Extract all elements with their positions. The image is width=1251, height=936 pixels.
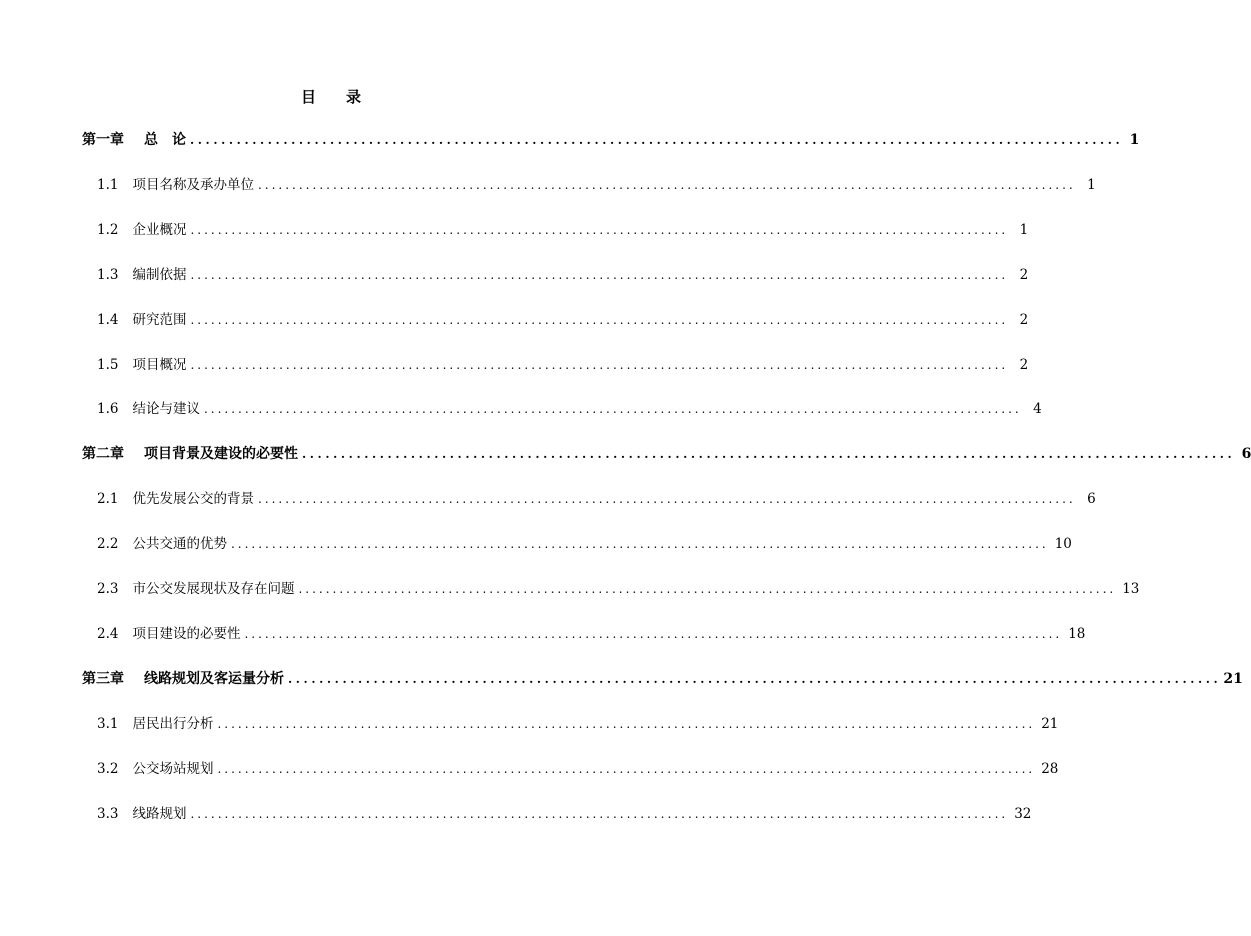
dot-leader: ........................................................................................................................ bbox=[257, 177, 1076, 192]
entry-number: 1.2 bbox=[97, 221, 119, 238]
entry-page-number: 28 bbox=[1041, 760, 1059, 777]
toc-section-entry[interactable] bbox=[97, 310, 1029, 330]
entry-title: 研究范围 bbox=[132, 311, 187, 328]
toc-section-entry[interactable] bbox=[97, 399, 1042, 419]
entry-number: 第三章 bbox=[82, 670, 124, 687]
entry-number: 1.1 bbox=[97, 176, 119, 193]
entry-page-number: 21 bbox=[1223, 670, 1243, 687]
toc-section-entry[interactable] bbox=[97, 804, 1032, 824]
entry-title: 编制依据 bbox=[132, 266, 187, 283]
toc-section-entry[interactable] bbox=[97, 355, 1029, 375]
dot-leader: ........................................................................................................................ bbox=[288, 671, 1222, 686]
entry-title: 市公交发展现状及存在问题 bbox=[132, 581, 295, 597]
dot-leader: ........................................................................................................................ bbox=[190, 133, 1124, 147]
toc-section-entry[interactable] bbox=[97, 265, 1029, 285]
entry-title: 项目概况 bbox=[132, 356, 187, 373]
entry-number: 3.3 bbox=[97, 805, 119, 822]
entry-number: 1.5 bbox=[97, 356, 119, 373]
dot-leader: ........................................................................................................................ bbox=[298, 582, 1117, 596]
entry-page-number: 1 bbox=[1129, 132, 1140, 148]
dot-leader: ........................................................................................................................ bbox=[190, 312, 1009, 327]
entry-title: 公交场站规划 bbox=[132, 760, 214, 777]
toc-title bbox=[0, 86, 662, 107]
toc-section-entry[interactable] bbox=[97, 579, 1140, 599]
entry-number: 2.2 bbox=[97, 536, 119, 553]
toc-section-entry[interactable] bbox=[97, 534, 1072, 554]
entry-page-number: 6 bbox=[1241, 446, 1251, 463]
entry-page-number: 1 bbox=[1019, 221, 1029, 238]
entry-number: 1.4 bbox=[97, 311, 119, 328]
entry-page-number: 2 bbox=[1019, 311, 1029, 328]
dot-leader: ........................................................................................................................ bbox=[302, 447, 1236, 462]
dot-leader: ........................................................................................................................ bbox=[190, 267, 1009, 282]
dot-leader: ........................................................................................................................ bbox=[244, 626, 1063, 641]
dot-leader: ........................................................................................................................ bbox=[203, 402, 1022, 417]
toc-title-left: 目 bbox=[300, 88, 316, 106]
entry-page-number: 32 bbox=[1014, 805, 1032, 822]
entry-title: 线路规划及客运量分析 bbox=[144, 670, 284, 687]
entry-number: 2.3 bbox=[97, 581, 119, 597]
entry-title: 项目名称及承办单位 bbox=[132, 176, 254, 193]
entry-page-number: 2 bbox=[1019, 266, 1029, 283]
entry-page-number: 6 bbox=[1087, 491, 1096, 508]
entry-number: 第二章 bbox=[82, 446, 124, 463]
toc-title-right: 录 bbox=[346, 88, 362, 106]
dot-leader: ........................................................................................................................ bbox=[217, 716, 1036, 731]
entry-title: 优先发展公交的背景 bbox=[132, 491, 254, 508]
entry-number: 1.6 bbox=[97, 401, 119, 418]
toc-section-entry[interactable] bbox=[97, 714, 1059, 734]
dot-leader: ........................................................................................................................ bbox=[257, 492, 1076, 507]
entry-number: 第一章 bbox=[82, 132, 124, 148]
entry-number: 3.2 bbox=[97, 760, 119, 777]
toc-section-entry[interactable] bbox=[97, 759, 1059, 779]
entry-title: 公共交通的优势 bbox=[132, 536, 227, 553]
entry-number: 3.1 bbox=[97, 715, 119, 732]
entry-title: 企业概况 bbox=[132, 221, 187, 238]
entry-page-number: 1 bbox=[1087, 176, 1096, 193]
dot-leader: ........................................................................................................................ bbox=[230, 537, 1049, 552]
entry-page-number: 2 bbox=[1019, 356, 1029, 373]
dot-leader: ........................................................................................................................ bbox=[217, 761, 1036, 776]
entry-number: 2.1 bbox=[97, 491, 119, 508]
dot-leader: ........................................................................................................................ bbox=[190, 806, 1009, 821]
entry-title: 项目建设的必要性 bbox=[132, 625, 241, 642]
entry-page-number: 13 bbox=[1122, 581, 1140, 597]
entry-page-number: 18 bbox=[1068, 625, 1086, 642]
dot-leader: ........................................................................................................................ bbox=[190, 222, 1009, 237]
entry-title: 结论与建议 bbox=[132, 401, 200, 418]
toc-section-entry[interactable] bbox=[97, 489, 1096, 509]
entry-number: 2.4 bbox=[97, 625, 119, 642]
toc-section-entry[interactable] bbox=[97, 175, 1096, 195]
toc-section-entry[interactable] bbox=[97, 220, 1029, 240]
toc-chapter-entry[interactable] bbox=[82, 669, 1243, 689]
entry-page-number: 10 bbox=[1054, 536, 1072, 553]
entry-title: 项目背景及建设的必要性 bbox=[144, 446, 298, 463]
dot-leader: ........................................................................................................................ bbox=[190, 357, 1009, 372]
entry-number: 1.3 bbox=[97, 266, 119, 283]
entry-page-number: 21 bbox=[1041, 715, 1059, 732]
toc-chapter-entry[interactable] bbox=[82, 444, 1251, 464]
toc-section-entry[interactable] bbox=[97, 624, 1086, 644]
entry-title: 总 论 bbox=[144, 132, 186, 148]
entry-page-number: 4 bbox=[1033, 401, 1042, 418]
entry-title: 线路规划 bbox=[132, 805, 187, 822]
toc-chapter-entry[interactable] bbox=[82, 130, 1140, 150]
entry-title: 居民出行分析 bbox=[132, 715, 214, 732]
